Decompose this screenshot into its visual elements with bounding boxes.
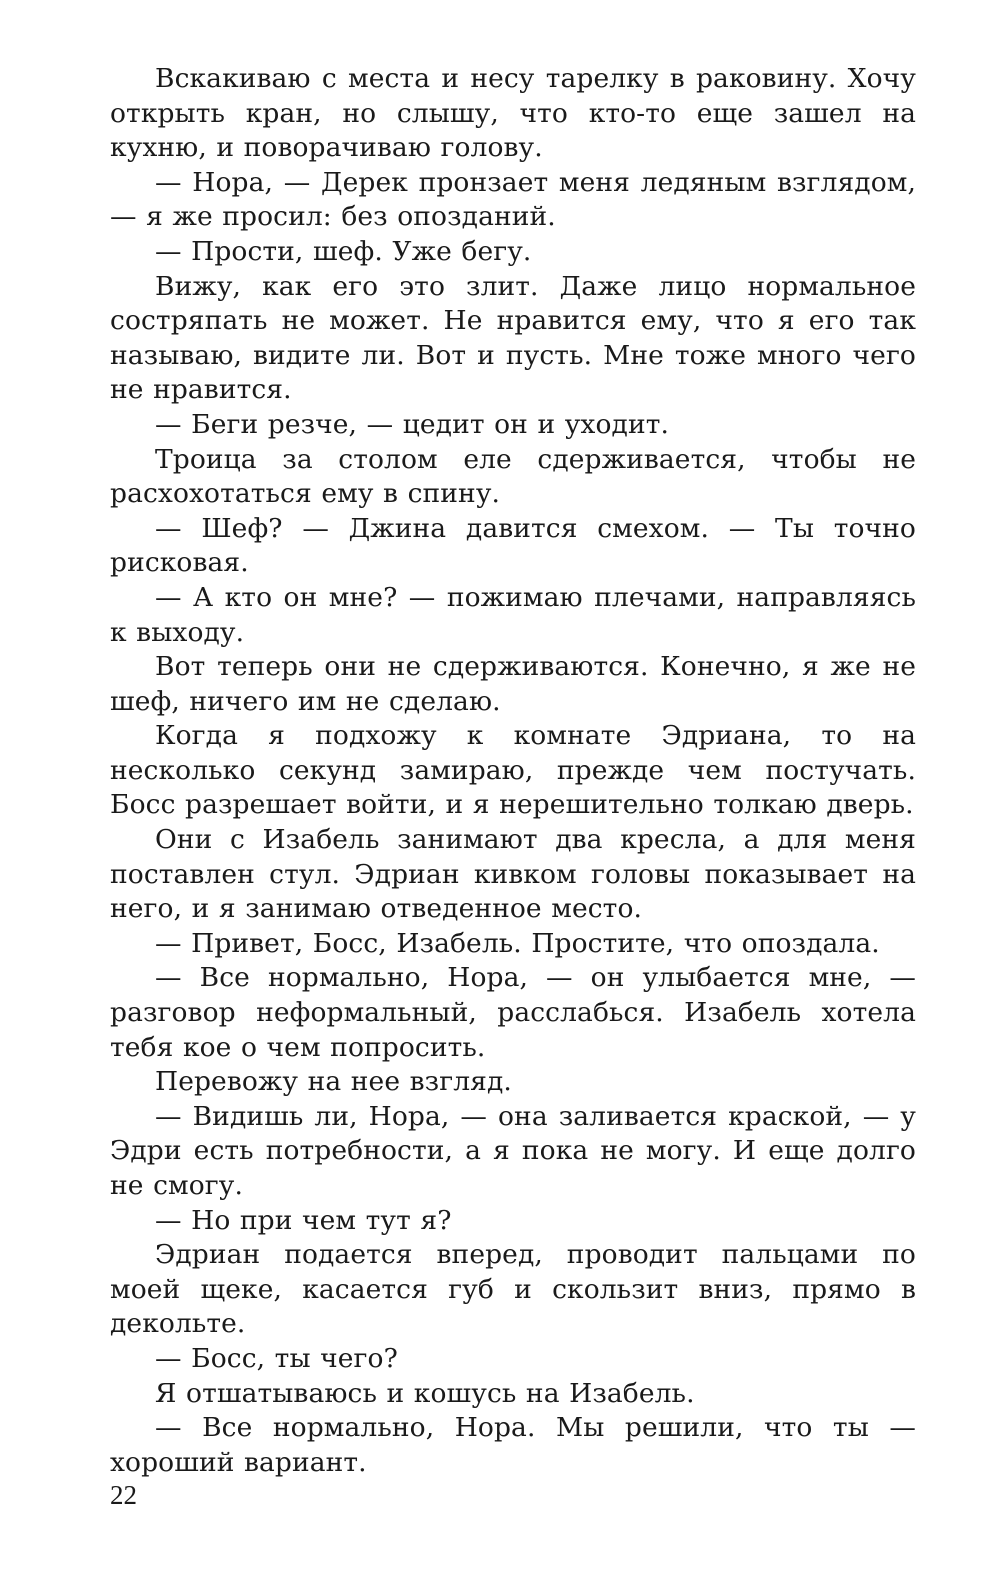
paragraph: — Прости, шеф. Уже бегу.: [155, 235, 532, 267]
paragraph: — Привет, Босс, Изабель. Простите, что опоздала.: [155, 927, 880, 959]
page-number: 22: [110, 1480, 137, 1510]
paragraph: Перевожу на нее взгляд.: [155, 1066, 512, 1098]
paragraph: — Шеф? — Джина давится смехом. — Ты точно рисковая.: [110, 512, 916, 579]
paragraph: — Все нормально, Нора. Мы решили, что ты — хороший вариант.: [110, 1412, 916, 1478]
paragraph: — Босс, ты чего?: [155, 1342, 398, 1374]
paragraph: Эдриан подается вперед, проводит пальцами по моей щеке, касается губ и скользит вниз, прямо в декольте.: [110, 1239, 916, 1340]
paragraph: Я отшатываюсь и кошусь на Изабель.: [155, 1377, 695, 1409]
paragraph: — Нора, — Дерек пронзает меня ледяным взглядом, — я же просил: без опозданий.: [110, 166, 916, 233]
body-text: [110, 62, 916, 1480]
paragraph: Вижу, как его это злит. Даже лицо нормальное состряпать не может. Не нравится ему, что я его так называю, видите ли. Вот и пусть. Мне тоже много чего не нравится.: [110, 270, 916, 406]
paragraph: — Видишь ли, Нора, — она заливается краской, — у Эдри есть потребности, а я пока не могу. И еще долго не смогу.: [110, 1100, 916, 1201]
paragraph: Вот теперь они не сдерживаются. Конечно, я же не шеф, ничего им не сделаю.: [110, 651, 916, 717]
paragraph: — Но при чем тут я?: [155, 1204, 452, 1236]
paragraph: Когда я подхожу к комнате Эдриана, то на несколько секунд замираю, прежде чем постучать. Босс разрешает войти, и я нерешительно толкаю дверь.: [110, 720, 916, 821]
paragraph: — А кто он мне? — пожимаю плечами, направляясь к выходу.: [110, 581, 916, 648]
paragraph: Они с Изабель занимают два кресла, а для меня поставлен стул. Эдриан кивком головы показывает на него, и я занимаю отведенное место.: [110, 824, 916, 925]
paragraph: Троица за столом еле сдерживается, чтобы не расхохотаться ему в спину.: [110, 443, 916, 510]
paragraph: — Все нормально, Нора, — он улыбается мне, — разговор неформальный, расслабься. Изабель хотела тебя кое о чем попросить.: [110, 962, 916, 1063]
paragraph: — Беги резче, — цедит он и уходит.: [155, 408, 669, 440]
paragraph: Вскакиваю с места и несу тарелку в раковину. Хочу открыть кран, но слышу, что кто-то еще зашел на кухню, и поворачиваю голову.: [110, 63, 916, 164]
